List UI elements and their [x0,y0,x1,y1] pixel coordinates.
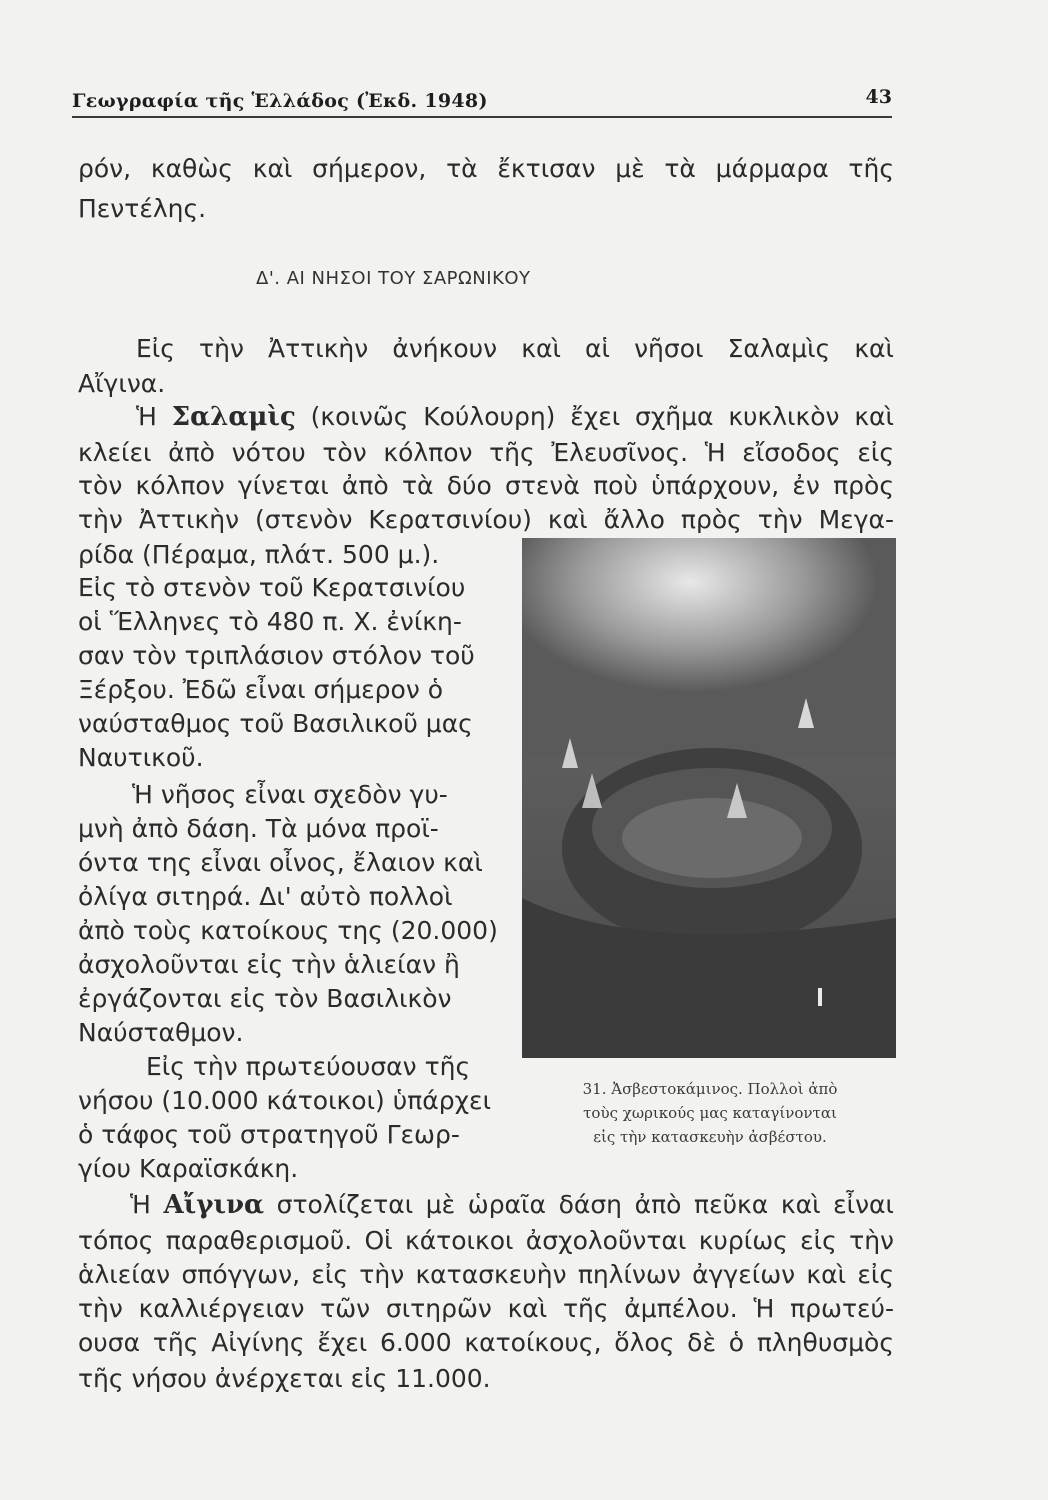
header-rule [72,116,892,118]
text-line: ουσα τῆς Αἰγίνης ἔχει 6.000 κατοίκους, ὅλος δὲ ὁ πληθυσμὸς [78,1328,894,1357]
text-line: Εἰς τὴν Ἀττικὴν ἀνήκουν καὶ αἱ νῆσοι Σαλαμὶς καὶ [136,334,894,363]
text-line: κλείει ἀπὸ νότου τὸν κόλπον τῆς Ἐλευσῖνος. Ἡ εἴσοδος εἰς [78,438,894,467]
text-line: σαν τὸν τριπλάσιον στόλον τοῦ [78,641,475,670]
text-line: ρίδα (Πέραμα, πλάτ. 500 μ.). [78,540,440,569]
page-number: 43 [865,86,892,108]
text-line: γίου Καραϊσκάκη. [78,1154,299,1183]
text-line: τὸν κόλπον γίνεται ἀπὸ τὰ δύο στενὰ ποὺ ὑπάρχουν, ἐν πρὸς [78,471,894,500]
text-line: ἐργάζονται εἰς τὸν Βασιλικὸν [78,984,452,1013]
text-line: ναύσταθμος τοῦ Βασιλικοῦ μας [78,709,473,738]
section-heading: Δ'. ΑΙ ΝΗΣΟΙ ΤΟΥ ΣΑΡΩΝΙΚΟΥ [256,268,531,289]
text-line: ἁλιείαν σπόγγων, εἰς τὴν κατασκευὴν πηλίνων ἀγγείων καὶ εἰς [78,1260,894,1289]
text-line: τῆς νήσου ἀνέρχεται εἰς 11.000. [78,1364,491,1393]
text-line: ὀλίγα σιτηρά. Δι' αὐτὸ πολλοὶ [78,882,453,911]
figure-caption-line: 31. Ἀσβεστοκάμινος. Πολλοὶ ἀπὸ [582,1080,838,1098]
text-fragment: (κοινῶς Κούλουρη) ἔχει σχῆμα κυκλικὸν καὶ [295,402,894,431]
text-line: Ξέρξου. Ἐδῶ εἶναι σήμερον ὁ [78,675,444,704]
text-line: οἱ Ἕλληνες τὸ 480 π. Χ. ἐνίκη- [78,607,462,636]
text-line: Ναυτικοῦ. [78,743,204,772]
text-line: Ἡ νῆσος εἶναι σχεδὸν γυ- [132,780,448,809]
text-line: τὴν καλλιέργειαν τῶν σιτηρῶν καὶ τῆς ἀμπέλου. Ἡ πρωτεύ- [78,1294,894,1323]
text-fragment: Ἡ [136,402,172,431]
figure-caption-line: εἰς τὴν κατασκευὴν ἀσβέστου. [593,1128,827,1146]
text-line: όντα της εἶναι οἶνος, ἔλαιον καὶ [78,848,483,877]
text-line: Αἴγινα. [78,369,166,398]
text-line [130,1188,894,1222]
figure-caption-line: τοὺς χωρικούς μας καταγίνονται [583,1104,837,1122]
text-line: τόπος παραθερισμοῦ. Οἱ κάτοικοι ἀσχολοῦνται κυρίως εἰς τὴν [78,1226,894,1255]
text-line: Ναύσταθμον. [78,1018,244,1047]
page-header [72,86,892,120]
text-line: Εἰς τὸ στενὸν τοῦ Κερατσινίου [78,573,466,602]
text-line: ρόν, καθὼς καὶ σήμερον, τὰ ἔκτισαν μὲ τὰ μάρμαρα τῆς [78,154,894,183]
term-salamis: Σαλαμὶς [171,402,296,432]
text-line: ἀπὸ τοὺς κατοίκους της (20.000) [78,916,498,945]
text-line [136,400,894,434]
text-fragment: στολίζεται μὲ ὡραῖα δάση ἀπὸ πεῦκα καὶ εἶναι [264,1190,894,1219]
lime-kiln-photo [522,538,896,1058]
text-line: τὴν Ἀττικὴν (στενὸν Κερατσινίου) καὶ ἄλλο πρὸς τὴν Μεγα- [78,505,894,534]
running-title: Γεωγραφία τῆς Ἑλλάδος (Ἐκδ. 1948) [72,90,488,112]
text-fragment: Ἡ [130,1190,164,1219]
text-line: μνὴ ἀπὸ δάση. Τὰ μόνα προϊ- [78,814,439,843]
text-line: Εἰς τὴν πρωτεύουσαν τῆς [146,1052,471,1081]
text-line: ἀσχολοῦνται εἰς τὴν ἁλιείαν ἢ [78,950,460,979]
text-line: νήσου (10.000 κάτοικοι) ὑπάρχει [78,1086,492,1115]
text-line: Πεντέλης. [78,194,207,223]
text-line: ὁ τάφος τοῦ στρατηγοῦ Γεωρ- [78,1120,460,1149]
term-aegina: Αἴγινα [163,1190,265,1220]
